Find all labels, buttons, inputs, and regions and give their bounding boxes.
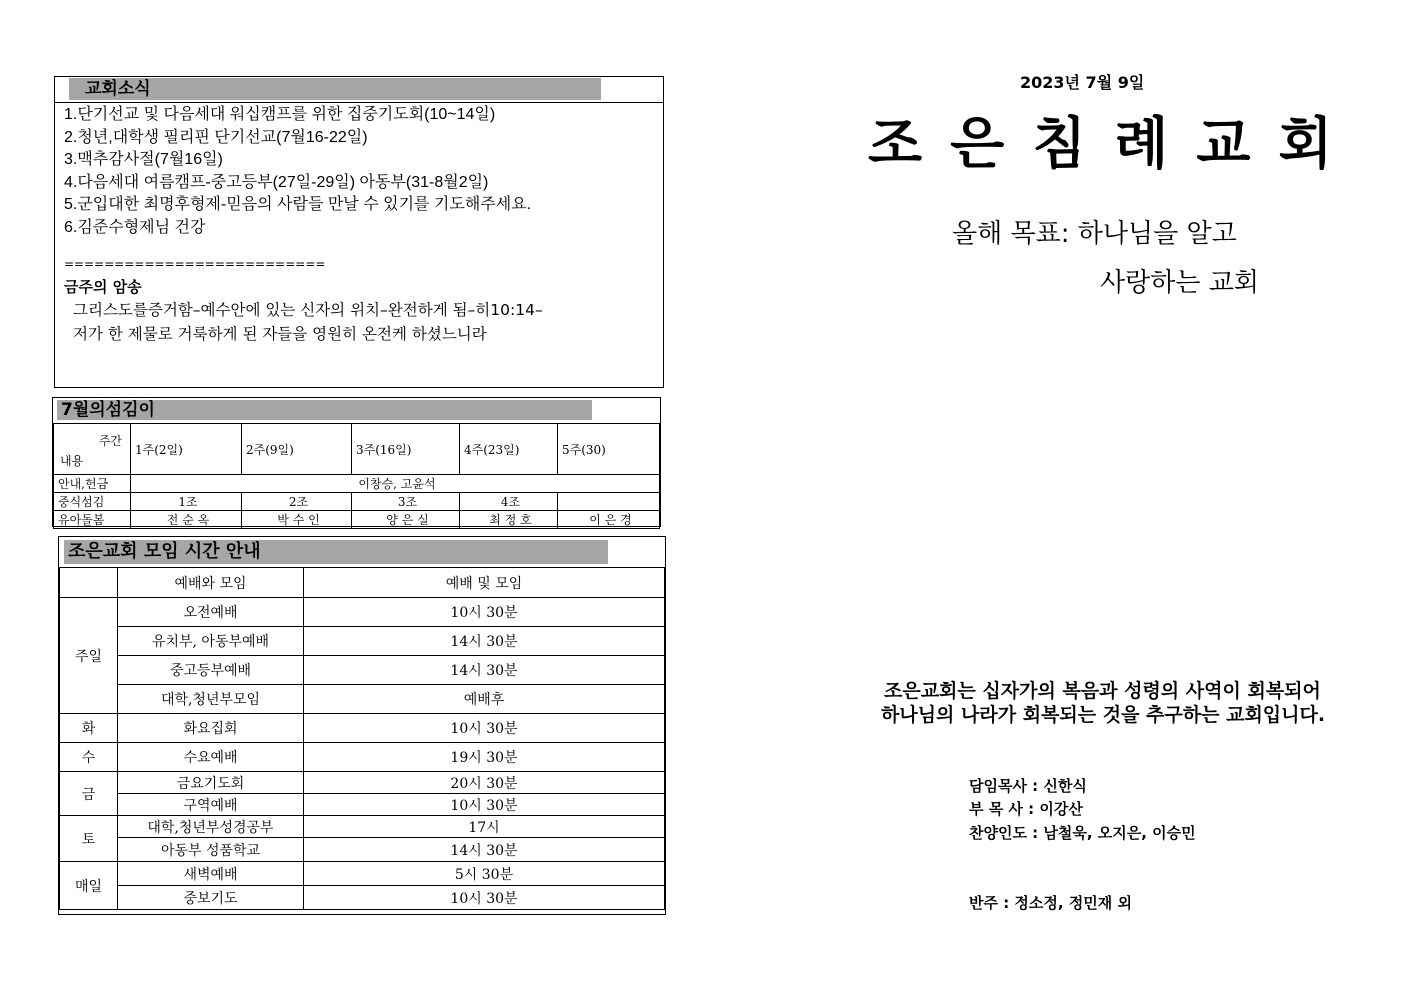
church-news-title: 교회소식 bbox=[69, 78, 601, 100]
week-header: 1주(2일) bbox=[131, 424, 242, 475]
table-row bbox=[54, 493, 660, 511]
mission-line1: 조은교회는 십자가의 복음과 성령의 사역이 회복되어 bbox=[884, 680, 1321, 702]
table-row bbox=[60, 568, 665, 598]
table-row bbox=[60, 816, 665, 838]
church-news-box bbox=[54, 76, 664, 388]
meeting-name: 중보기도 bbox=[118, 886, 304, 910]
meeting-time: 5시 30분 bbox=[304, 862, 665, 886]
senior-pastor: 담임목사 : 신한식 bbox=[969, 777, 1087, 795]
meeting-name: 화요집회 bbox=[118, 714, 304, 743]
day-cell: 토 bbox=[60, 816, 118, 862]
table-cell: 이 은 경 bbox=[558, 511, 660, 529]
meeting-name: 수요예배 bbox=[118, 743, 304, 772]
servers-schedule-box bbox=[52, 397, 661, 527]
table-cell bbox=[558, 493, 660, 511]
church-name: 조은침례교회 bbox=[868, 112, 1361, 177]
yearly-goal-line1: 올해 목표: 하나님을 알고 bbox=[952, 219, 1237, 249]
table-row bbox=[60, 794, 665, 816]
day-cell: 매일 bbox=[60, 862, 118, 910]
news-item: 2.청년,대학생 필리핀 단기선교(7월16-22일) bbox=[64, 128, 368, 146]
column-header: 예배와 모임 bbox=[118, 568, 304, 598]
table-row bbox=[60, 685, 665, 714]
memory-verse-title: 금주의 암송 bbox=[64, 278, 142, 296]
table-cell: 박 수 인 bbox=[242, 511, 352, 529]
meeting-time: 10시 30분 bbox=[304, 714, 665, 743]
table-row bbox=[60, 838, 665, 862]
church-news-list bbox=[64, 104, 531, 239]
meeting-name: 대학,청년부성경공부 bbox=[118, 816, 304, 838]
row-label: 안내,헌금 bbox=[54, 475, 131, 493]
meeting-time: 10시 30분 bbox=[304, 794, 665, 816]
bulletin-date: 2023년 7월 9일 bbox=[1020, 73, 1145, 92]
news-item: 3.맥추감사절(7월16일) bbox=[64, 151, 223, 168]
week-header: 3주(16일) bbox=[352, 424, 460, 475]
meeting-time: 14시 30분 bbox=[304, 627, 665, 656]
news-item: 1.단기선교 및 다음세대 워십캠프를 위한 집중기도회(10~14일) bbox=[64, 106, 496, 123]
servers-table bbox=[53, 423, 660, 529]
table-row bbox=[54, 475, 660, 493]
meeting-time: 10시 30분 bbox=[304, 598, 665, 627]
row-label: 유아돌봄 bbox=[54, 511, 131, 529]
meeting-time: 14시 30분 bbox=[304, 656, 665, 685]
table-cell: 3조 bbox=[352, 493, 460, 511]
table-cell: 1조 bbox=[131, 493, 242, 511]
table-cell: 전 순 옥 bbox=[131, 511, 242, 529]
table-row bbox=[60, 714, 665, 743]
verse-line: 저가 한 제물로 거룩하게 된 자들을 영원히 온전케 하셨느니라 bbox=[73, 325, 487, 343]
week-header: 4주(23일) bbox=[460, 424, 558, 475]
meeting-name: 새벽예배 bbox=[118, 862, 304, 886]
meeting-time: 20시 30분 bbox=[304, 772, 665, 794]
servers-schedule-title: 7월의섬김이 bbox=[57, 400, 592, 420]
meeting-time: 17시 bbox=[304, 816, 665, 838]
row-label: 중식섬김 bbox=[54, 493, 131, 511]
table-row bbox=[60, 886, 665, 910]
associate-pastor: 부 목 사 : 이강산 bbox=[969, 800, 1083, 818]
table-cell: 최 정 호 bbox=[460, 511, 558, 529]
column-header: 예배 및 모임 bbox=[304, 568, 665, 598]
meeting-name: 구역예배 bbox=[118, 794, 304, 816]
table-cell: 2조 bbox=[242, 493, 352, 511]
meeting-name: 금요기도회 bbox=[118, 772, 304, 794]
empty-cell bbox=[60, 568, 118, 598]
week-header: 5주(30) bbox=[558, 424, 660, 475]
accompanists: 반주 : 정소정, 정민재 외 bbox=[969, 894, 1132, 912]
table-cell: 4조 bbox=[460, 493, 558, 511]
meeting-name: 아동부 성품학교 bbox=[118, 838, 304, 862]
divider bbox=[55, 102, 663, 103]
meeting-times-box bbox=[58, 536, 666, 915]
table-row bbox=[60, 656, 665, 685]
meeting-name: 중고등부예배 bbox=[118, 656, 304, 685]
day-cell: 수 bbox=[60, 743, 118, 772]
day-cell: 주일 bbox=[60, 598, 118, 714]
verse-line: 그리스도를증거함–예수안에 있는 신자의 위치–완전하게 됨–히10:14– bbox=[73, 301, 543, 319]
meeting-name: 대학,청년부모임 bbox=[118, 685, 304, 714]
news-item: 4.다음세대 여름캠프-중고등부(27일-29일) 아동부(31-8월2일) bbox=[64, 173, 489, 191]
meeting-time: 14시 30분 bbox=[304, 838, 665, 862]
week-header: 2주(9일) bbox=[242, 424, 352, 475]
yearly-goal-line2: 사랑하는 교회 bbox=[1100, 268, 1259, 298]
news-item: 6.김준수형제님 건강 bbox=[64, 218, 206, 236]
meeting-time: 10시 30분 bbox=[304, 886, 665, 910]
meeting-times-title: 조은교회 모임 시간 안내 bbox=[64, 540, 608, 564]
meeting-name: 유치부, 아동부예배 bbox=[118, 627, 304, 656]
meeting-time: 예배후 bbox=[304, 685, 665, 714]
corner-header-cell: 주간 내용 bbox=[54, 424, 131, 475]
day-cell: 금 bbox=[60, 772, 118, 816]
day-cell: 화 bbox=[60, 714, 118, 743]
meeting-name: 오전예배 bbox=[118, 598, 304, 627]
memory-verse bbox=[73, 298, 543, 346]
separator-line: ========================== bbox=[64, 257, 326, 271]
meeting-time: 19시 30분 bbox=[304, 743, 665, 772]
table-row bbox=[60, 598, 665, 627]
table-row bbox=[60, 862, 665, 886]
table-row bbox=[54, 424, 660, 475]
table-row bbox=[60, 772, 665, 794]
news-item: 5.군입대한 최명후형제-믿음의 사람들 만날 수 있기를 기도해주세요. bbox=[64, 196, 532, 213]
meeting-table bbox=[59, 567, 665, 910]
mission-line2: 하나님의 나라가 회복되는 것을 추구하는 교회입니다. bbox=[881, 704, 1326, 726]
ushers-cell: 이창승, 고윤석 bbox=[131, 475, 660, 493]
table-cell: 양 은 실 bbox=[352, 511, 460, 529]
table-row bbox=[54, 511, 660, 529]
table-row bbox=[60, 627, 665, 656]
table-row bbox=[60, 743, 665, 772]
worship-leaders: 찬양인도 : 남철욱, 오지은, 이승민 bbox=[969, 824, 1196, 842]
